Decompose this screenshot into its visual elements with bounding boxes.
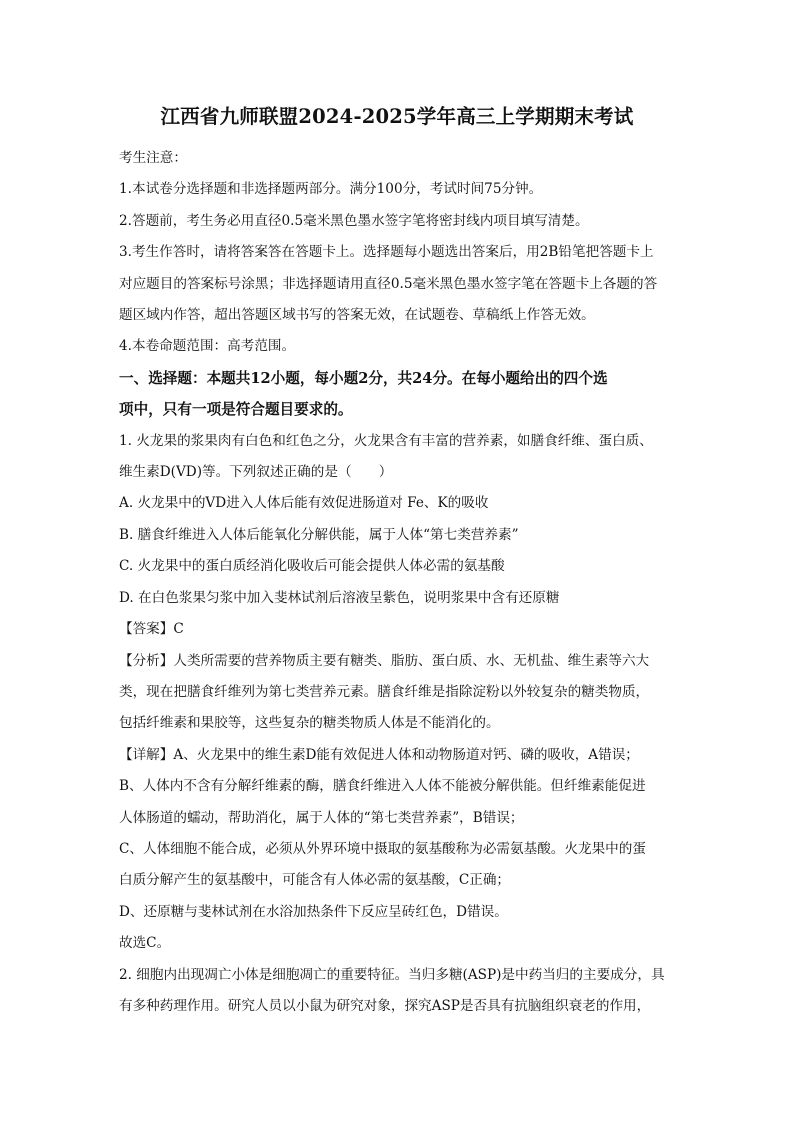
question-1-detail-d: D、还原糖与斐林试剂在水浴加热条件下反应呈砖红色，D错误。: [119, 903, 508, 920]
document-title: 江西省九师联盟2024-2025学年高三上学期期末考试: [160, 105, 634, 128]
question-1-option-a: A. 火龙果中的VD进入人体后能有效促进肠道对 Fe、K的吸收: [119, 495, 489, 512]
question-1-stem-line-1: 1. 火龙果的浆果肉有白色和红色之分，火龙果含有丰富的营养素，如膳食纤维、蛋白质、: [119, 432, 653, 449]
question-1-answer: 【答案】C: [119, 621, 184, 638]
question-2-stem-line-1: 2. 细胞内出现凋亡小体是细胞凋亡的重要特征。当归多糖(ASP)是中药当归的主要成分，具: [119, 966, 665, 983]
question-1-detail-b-line-2: 人体肠道的蠕动，帮助消化，属于人体的“第七类营养素”，B错误；: [119, 809, 524, 826]
question-1-analysis-line-2: 类，现在把膳食纤维列为第七类营养元素。膳食纤维是指除淀粉以外较复杂的糖类物质，: [119, 683, 650, 700]
notice-item-4: 4.本卷命题范围：高考范围。: [119, 338, 296, 355]
question-1-option-d: D. 在白色浆果匀浆中加入斐林试剂后溶液呈紫色，说明浆果中含有还原糖: [119, 589, 560, 606]
section-heading-line-2: 项中，只有一项是符合题目要求的。: [119, 401, 353, 419]
notice-item-3-line-1: 3.考生作答时，请将答案答在答题卡上。选择题每小题选出答案后，用2B铅笔把答题卡上: [119, 244, 654, 261]
notice-item-1: 1.本试卷分选择题和非选择题两部分。满分100分，考试时间75分钟。: [119, 181, 543, 198]
question-2-stem-line-2: 有多种药理作用。研究人员以小鼠为研究对象，探究ASP是否具有抗脑组织衰老的作用，: [119, 997, 651, 1014]
question-1-analysis-line-3: 包括纤维素和果胶等，这些复杂的糖类物质人体是不能消化的。: [119, 715, 500, 732]
notice-item-3-line-2: 对应题目的答案标号涂黑；非选择题请用直径0.5毫米黑色墨水签字笔在答题卡上各题的答: [119, 275, 658, 292]
notice-heading: 考生注意：: [119, 150, 187, 166]
question-1-detail-c-line-1: C、人体细胞不能合成，必须从外界环境中摄取的氨基酸称为必需氨基酸。火龙果中的蛋: [119, 840, 646, 857]
question-1-detail-c-line-2: 白质分解产生的氨基酸中，可能含有人体必需的氨基酸，C正确；: [119, 872, 511, 889]
question-1-conclusion: 故选C。: [119, 935, 171, 952]
question-1-option-c: C. 火龙果中的蛋白质经消化吸收后可能会提供人体必需的氨基酸: [119, 558, 505, 575]
question-1-detail-a: 【详解】A、火龙果中的维生素D能有效促进人体和动物肠道对钙、磷的吸收，A错误；: [119, 746, 639, 763]
question-1-option-b: B. 膳食纤维进入人体后能氧化分解供能，属于人体“第七类营养素”: [119, 526, 519, 543]
document-body: [119, 143, 679, 1022]
notice-item-3-line-3: 题区域内作答，超出答题区域书写的答案无效，在试题卷、草稿纸上作答无效。: [119, 307, 595, 324]
section-heading-line-1: 一、选择题：本题共12小题，每小题2分，共24分。在每小题给出的四个选: [119, 369, 608, 387]
notice-item-2: 2.答题前，考生务必用直径0.5毫米黑色墨水签字笔将密封线内项目填写清楚。: [119, 212, 589, 229]
question-1-analysis-line-1: 【分析】人类所需要的营养物质主要有糖类、脂肪、蛋白质、水、无机盐、维生素等六大: [119, 652, 650, 669]
question-1-stem-line-2: 维生素D(VD)等。下列叙述正确的是（ ）: [119, 464, 393, 481]
question-1-detail-b-line-1: B、人体内不含有分解纤维素的酶，膳食纤维进入人体不能被分解供能。但纤维素能促进: [119, 778, 646, 795]
